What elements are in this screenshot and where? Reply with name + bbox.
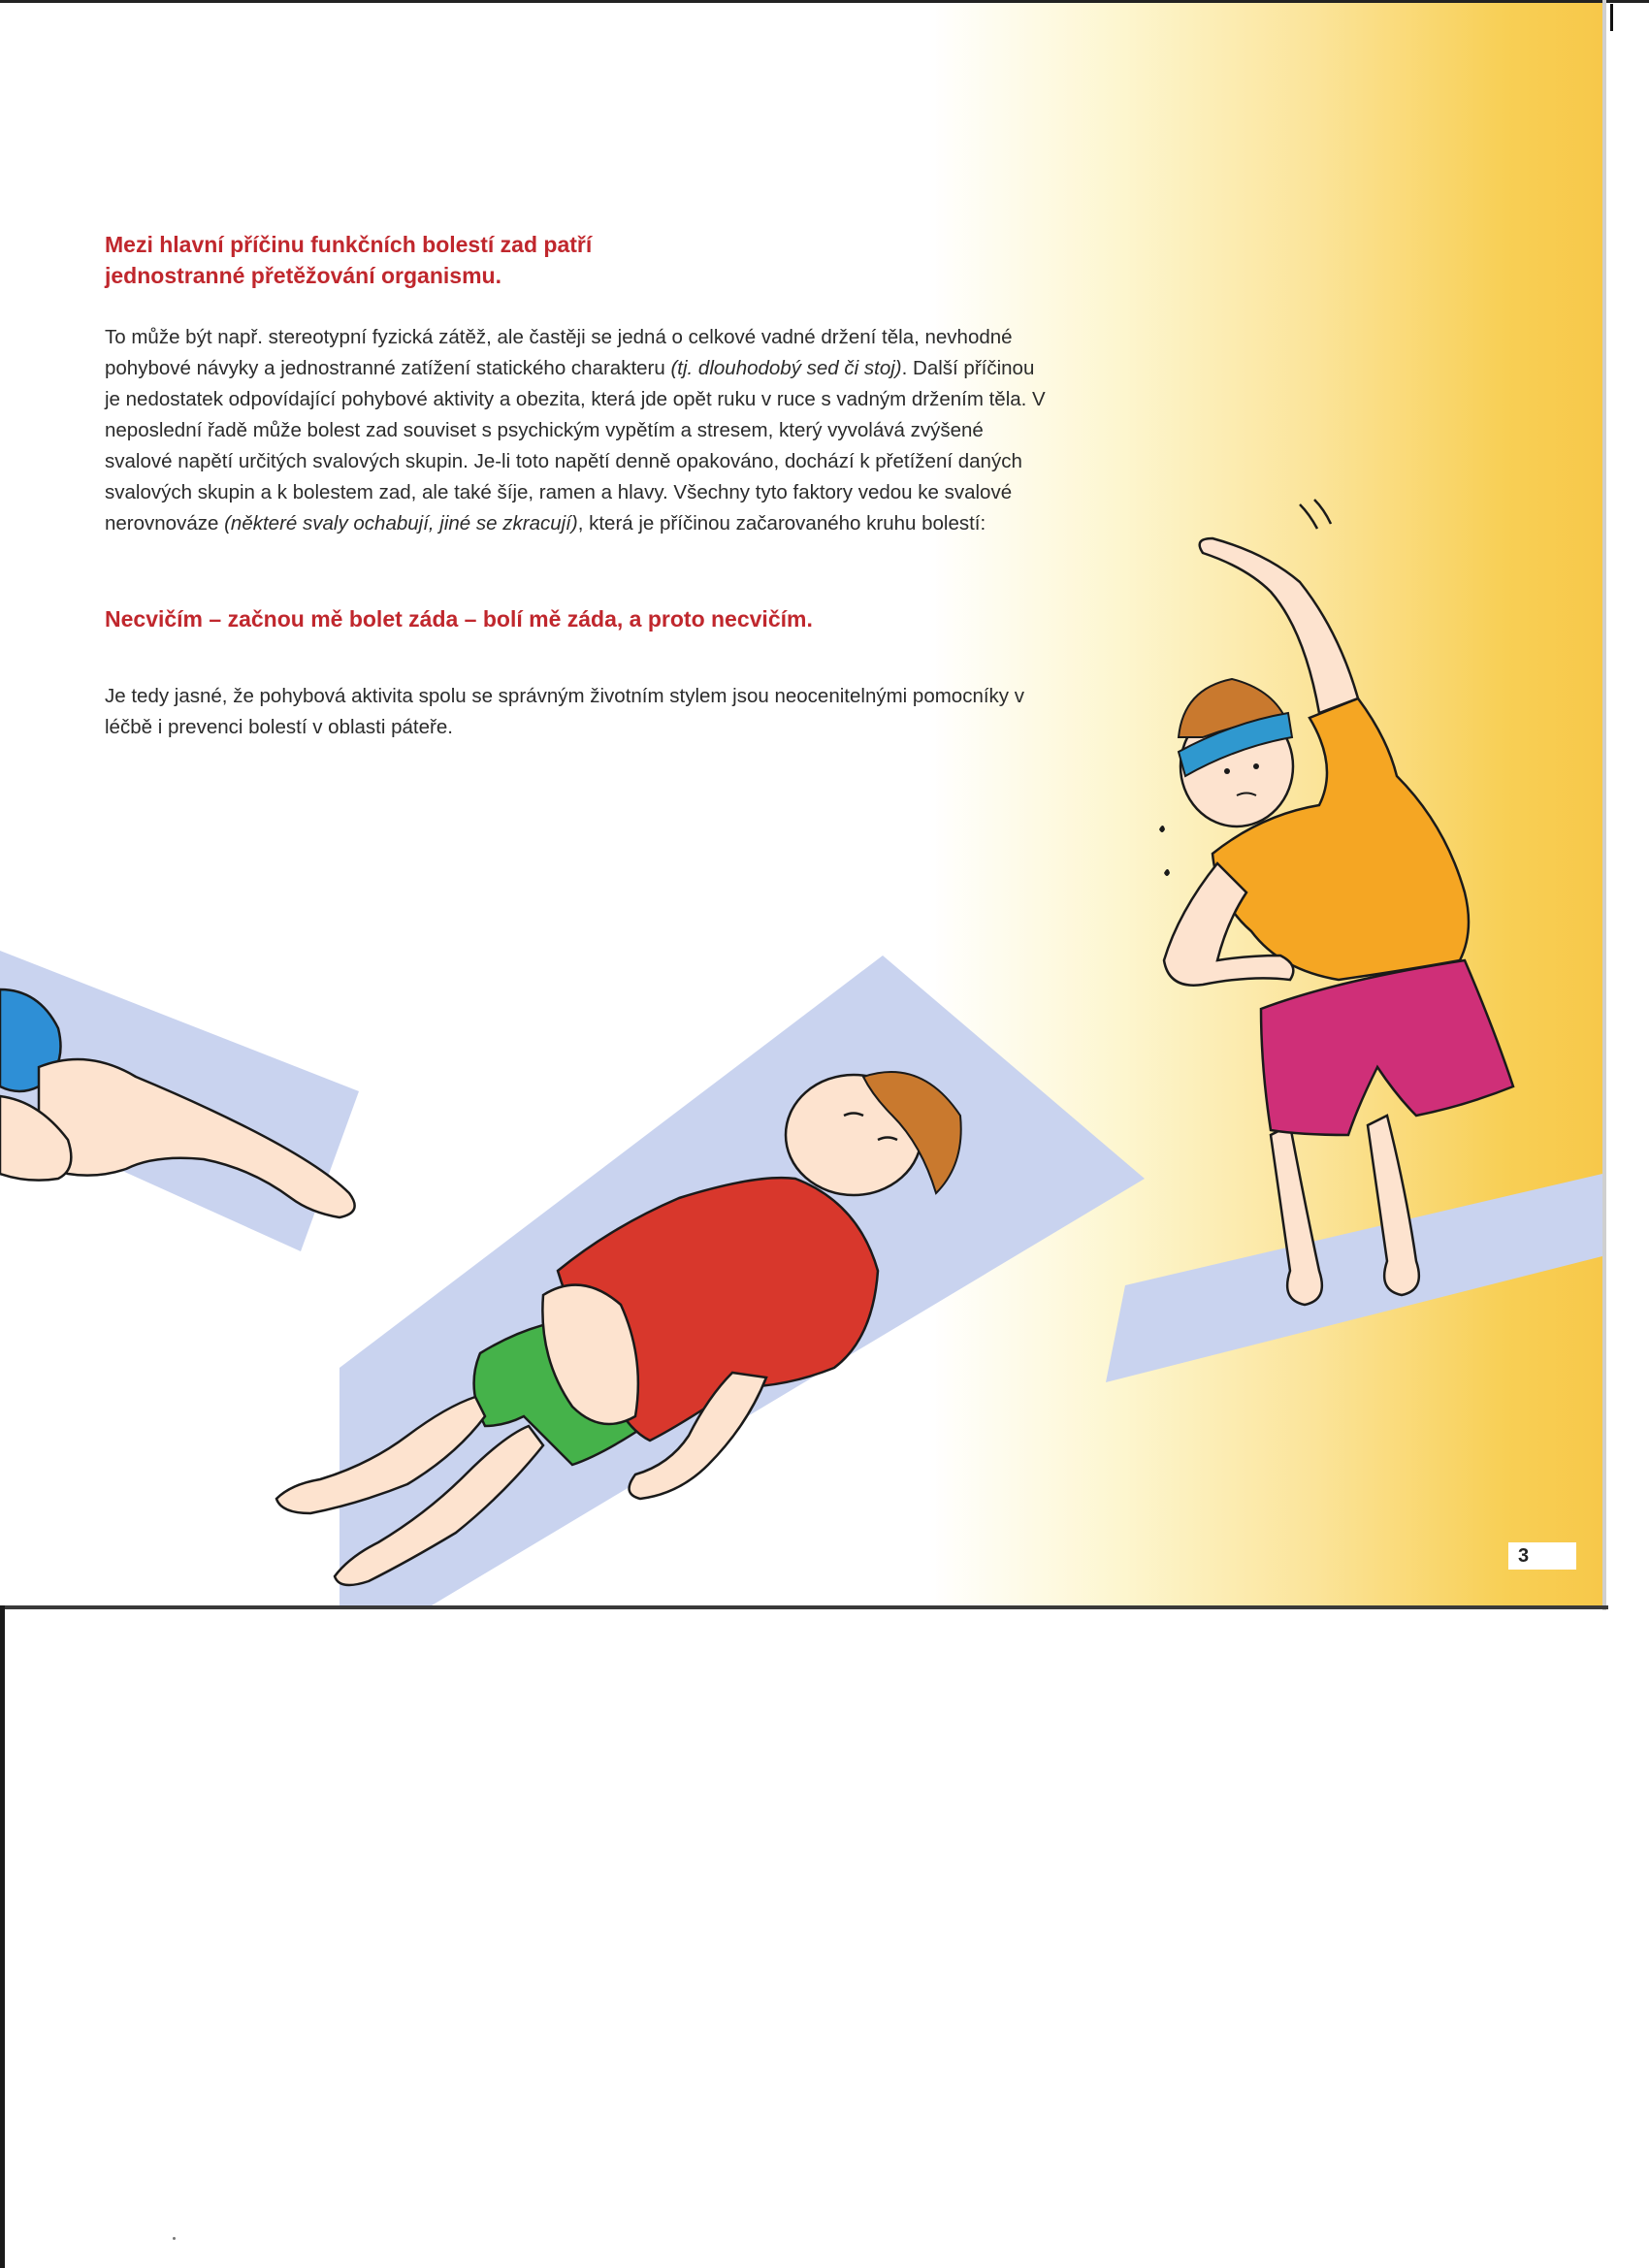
paragraph1-part1: To může být např. stereotypní fyzická zátěž, ale častěji se jedná o celkové vadné držení těla, nevhodné pohybové návyky a jednostranné zatížení statického charakteru xyxy=(105,326,1013,379)
body-paragraph-2: Je tedy jasné, že pohybová aktivita spolu se správným životním stylem jsou neocenitelnými pomocníky v léčbě i prevenci bolestí v oblasti páteře. xyxy=(105,685,1024,738)
callout-text: Necvičím – začnou mě bolet záda – bolí mě záda, a proto necvičím. xyxy=(105,606,813,632)
page-number: 3 xyxy=(1508,1542,1576,1570)
heading-line-2: jednostranné přetěžování organismu. xyxy=(105,263,501,288)
paragraph1-italic1: (tj. dlouhodobý sed či stoj) xyxy=(670,357,902,379)
page-bottom-edge xyxy=(0,1605,1608,1609)
top-rule xyxy=(0,0,1649,3)
paragraph1-italic2: (některé svaly ochabují, jiné se zkracují) xyxy=(224,512,578,535)
page-right-edge xyxy=(1602,0,1606,1610)
scan-left-edge xyxy=(0,1605,5,2268)
scan-right-mark xyxy=(1610,4,1613,31)
scan-speck xyxy=(173,2237,176,2240)
body-paragraph-1 xyxy=(105,322,1046,539)
middle-mat-figure xyxy=(276,956,1145,1605)
heading-line-1: Mezi hlavní příčinu funkčních bolestí zad patří xyxy=(105,232,593,257)
paragraph1-part3: , která je příčinou začarovaného kruhu bolestí: xyxy=(577,512,986,535)
left-mat-figure xyxy=(0,951,359,1251)
page-heading xyxy=(105,229,784,291)
right-mat-figure xyxy=(1106,500,1602,1382)
paragraph1-part2: . Další příčinou je nedostatek odpovídající pohybové aktivity a obezita, která jde opět ruku v ruce s vadným držením těla. V neposlední řadě může bolest zad souviset s psychickým vypětím a stresem, který vyvolává zvýšené svalové napětí určitých svalových skupin. Je-li toto napětí denně opakováno, dochází k přetížení daných svalových skupin a k bolestem zad, ale také šíje, ramen a hlavy. Všechny tyto faktory vedou ke svalové nerovnováze xyxy=(105,357,1046,535)
